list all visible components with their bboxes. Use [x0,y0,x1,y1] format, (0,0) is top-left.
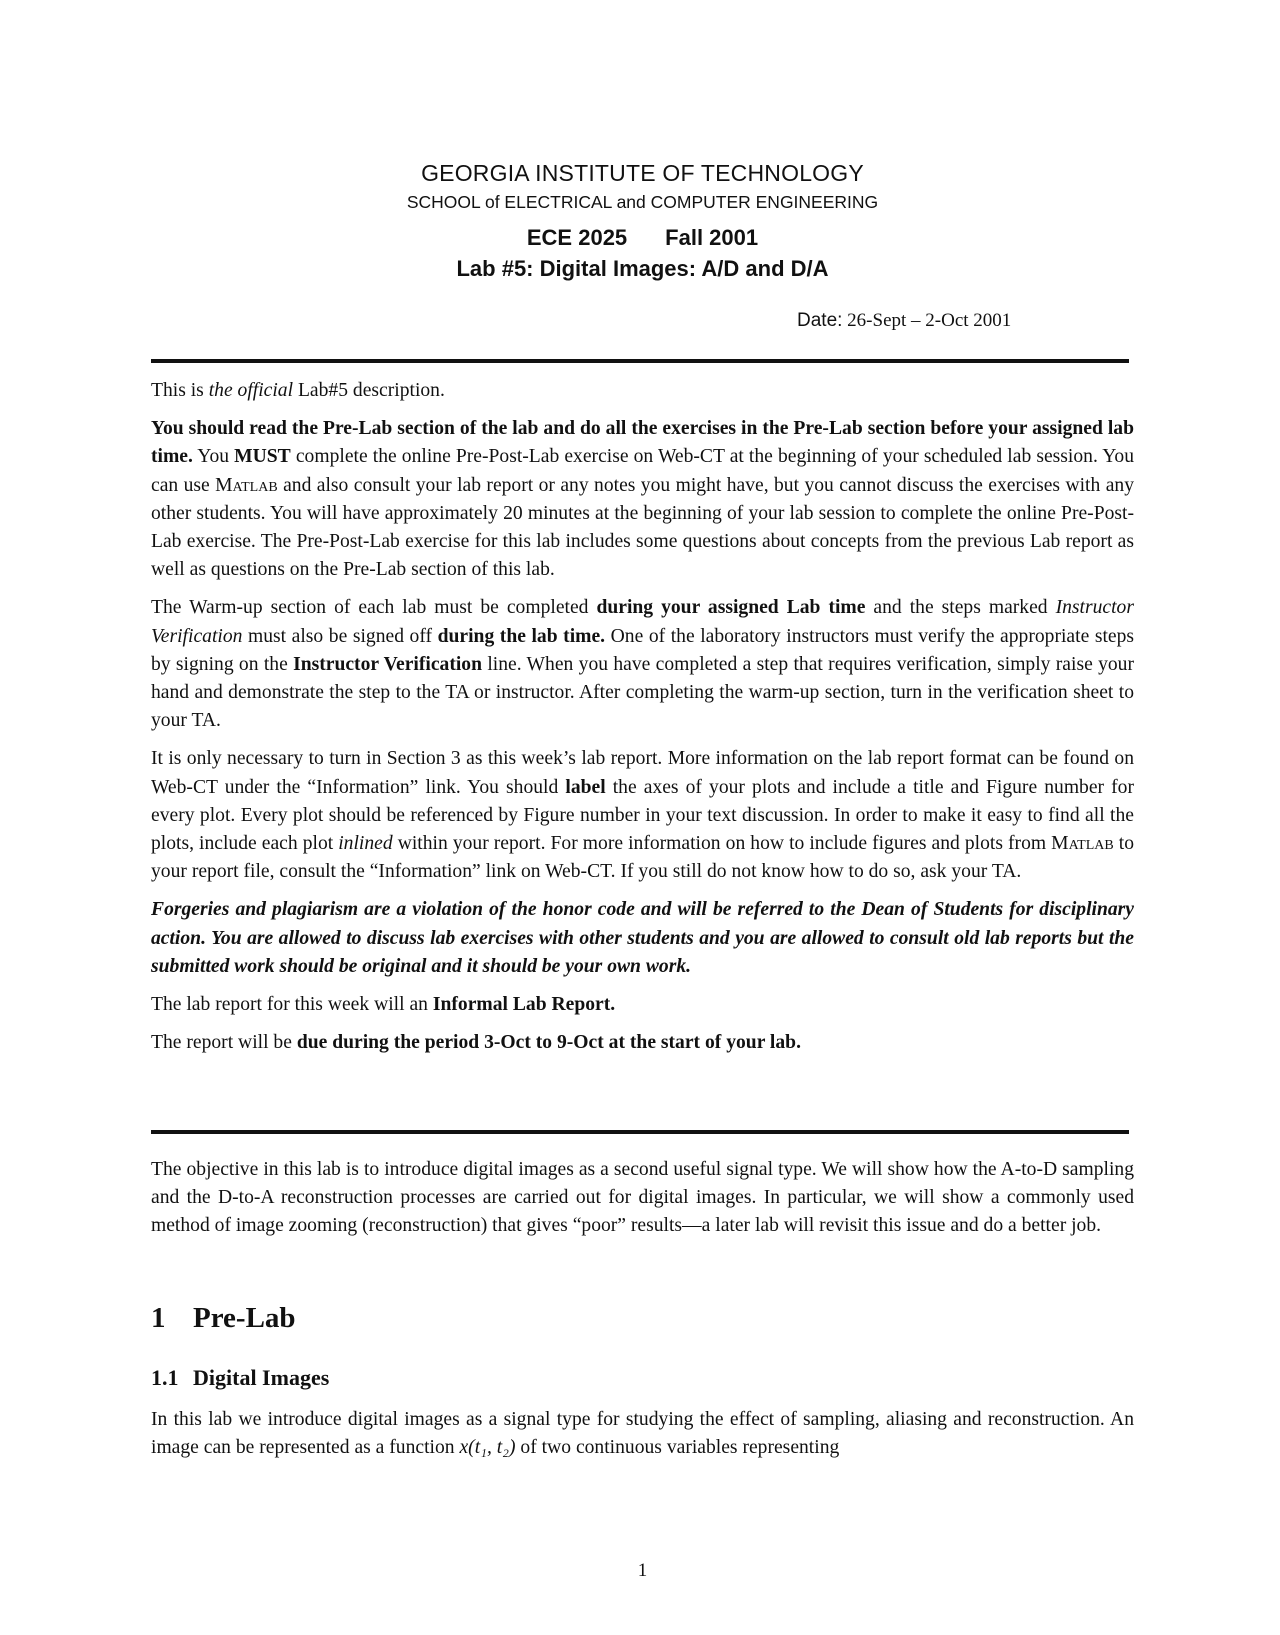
report-type-paragraph: The lab report for this week will an Informal Lab Report. [151,994,616,1016]
digital-images-block [151,1406,1134,1472]
warmup-paragraph: The Warm-up section of each lab must be completed during your assigned Lab time and the steps marked Instructor Verification must also be signed off during the lab time. One of the laboratory instructors must verify the appropriate steps by signing on the Instructor Verification line. When you have completed a step that requires verification, simply raise your hand and demonstrate the step to the TA or instructor. After completing the warm-up section, turn in the verification sheet to your TA. [151,597,1135,732]
top-divider [151,359,1129,363]
date-value: 26-Sept – 2-Oct 2001 [847,310,1012,331]
school-name: SCHOOL of ELECTRICAL and COMPUTER ENGINEERING [406,192,879,212]
course-code: ECE 2025 [526,225,628,250]
objective-paragraph: The objective in this lab is to introduce digital images as a second useful signal type. We will show how the A-to-D sampling and the D-to-A reconstruction processes are carried out for digital images. In particular, we will show a commonly used method of image zooming (reconstruction) that gives “poor” results—a later lab will revisit this issue and do a better job. [151,1159,1134,1237]
date-label: Date: [797,310,843,331]
lab-date [797,310,1011,332]
section-heading-prelab: 1 Pre-Lab [151,1302,296,1334]
math-expression: x(t₁, t₂) [459,1437,516,1459]
course-term: Fall 2001 [665,225,759,250]
prelab-paragraph: You should read the Pre-Lab section of the lab and do all the exercises in the Pre-Lab section before your assigned lab time. You MUST complete the online Pre-Post-Lab exercise on Web-CT at the beginning of your scheduled lab session. You can use Matlab and also consult your lab report or any notes you might have, but you cannot discuss the exercises with any other students. You will have approximately 20 minutes at the beginning of your lab session to complete the online Pre-Post-Lab exercise. The Pre-Post-Lab exercise for this lab includes some questions about concepts from the previous Lab report as well as questions on the Pre-Lab section of this lab. [151,418,1134,581]
honor-code-paragraph: Forgeries and plagiarism are a violation of the honor code and will be referred to the Dean of Students for disciplinary action. You are allowed to discuss lab exercises with other students and you are allowed to consult old lab reports but the submitted work should be original and it should be your own work. [151,899,1134,977]
course-line [151,225,1134,251]
official-description-paragraph: This is the official Lab#5 description. [151,380,445,401]
bottom-divider [151,1130,1129,1134]
due-date-paragraph: The report will be due during the period 3-Oct to 9-Oct at the start of your lab. [151,1032,801,1054]
lab-instructions [151,377,1134,1067]
subsection-heading-digital-images: 1.1 Digital Images [151,1365,330,1390]
institute-name: GEORGIA INSTITUTE OF TECHNOLOGY [421,160,864,186]
objective-block [151,1156,1134,1251]
digital-images-paragraph: In this lab we introduce digital images as a signal type for studying the effect of sampling, aliasing and reconstruction. An image can be represented as a function x(t₁, t₂) of two continuous variables representing [151,1409,1134,1459]
report-format-paragraph: It is only necessary to turn in Section 3 as this week’s lab report. More information on the lab report format can be found on Web-CT under the “Information” link. You should label the axes of your plots and include a title and Figure number for every plot. Every plot should be referenced by Figure number in your text discussion. In order to make it easy to find all the plots, include each plot inlined within your report. For more information on how to include figures and plots from Matlab to your report file, consult the “Information” link on Web-CT. If you still do not know how to do so, ask your TA. [151,748,1135,883]
lab-title: Lab #5: Digital Images: A/D and D/A [456,256,829,281]
page-number: 1 [637,1560,648,1581]
